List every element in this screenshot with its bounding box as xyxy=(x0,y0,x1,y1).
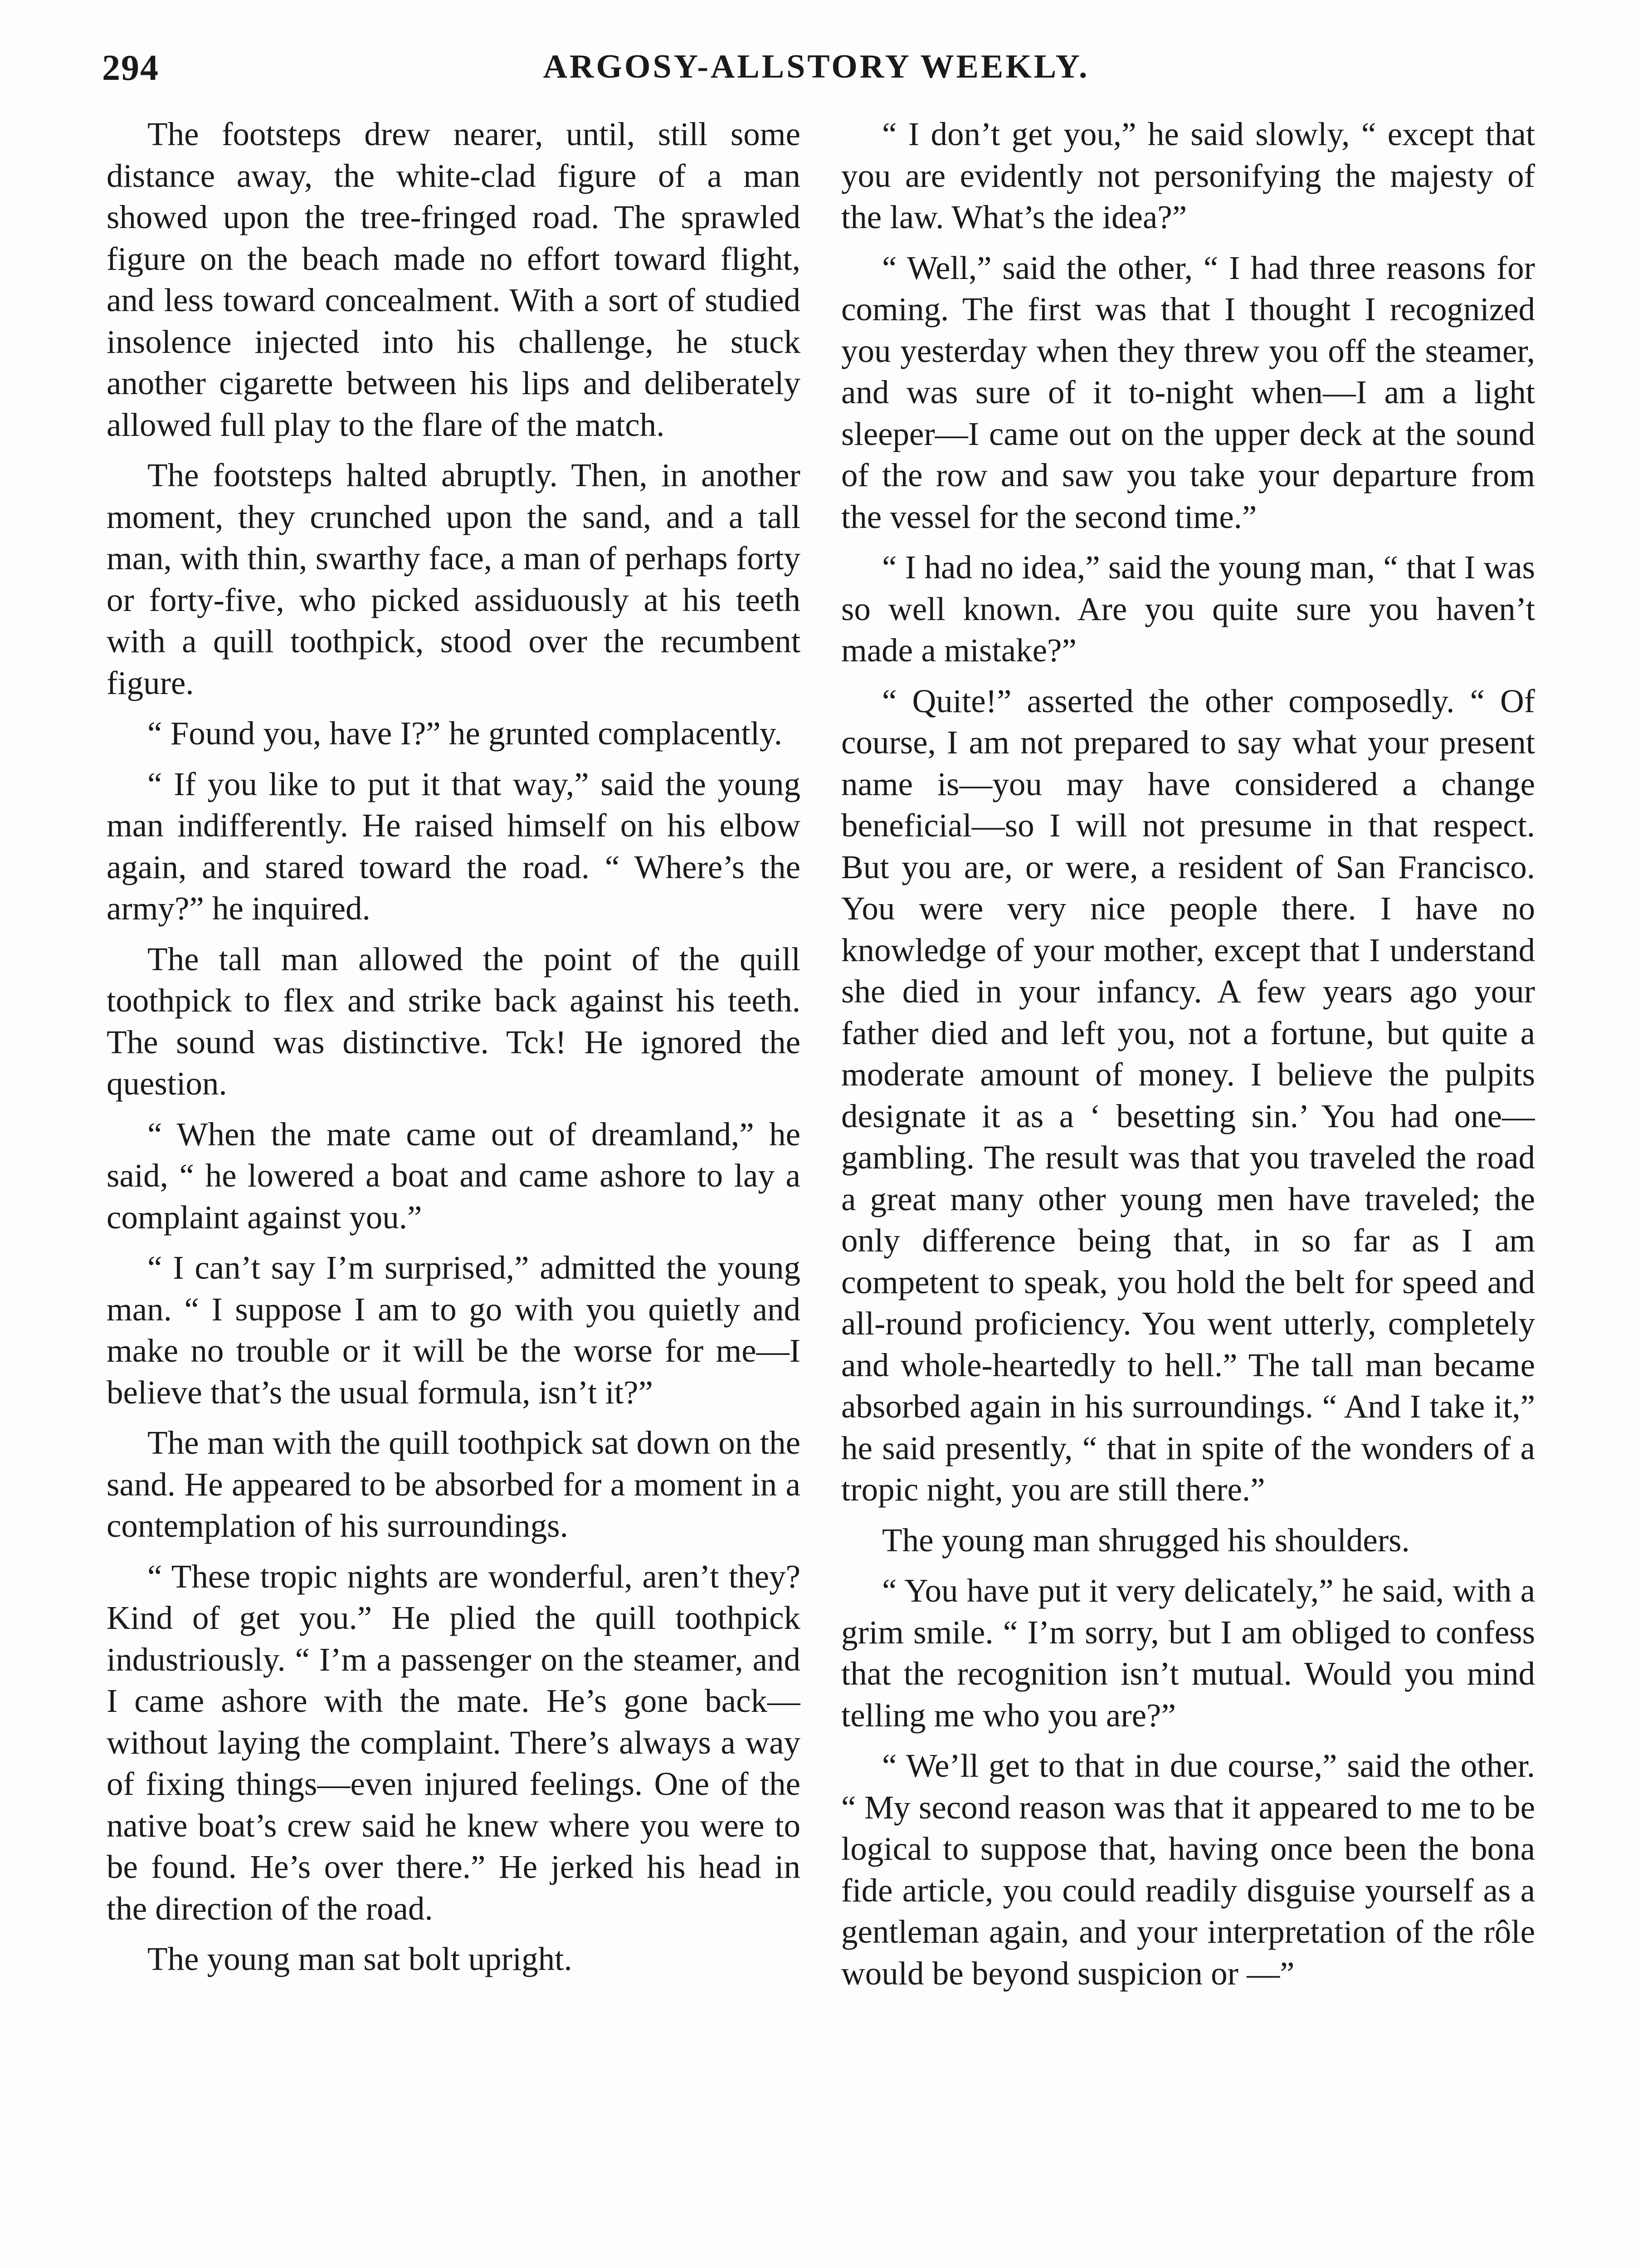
paragraph: “ These tropic nights are wonderful, aren’t they? Kind of get you.” He plied the quill toothpick industriously. “ I’m a passenger on the steamer, and I came ashore with the mate. He’s gone back—without laying the complaint. There’s always a way of fixing things—even injured feelings. One of the native boat’s crew said he knew where you were to be found. He’s over there.” He jerked his head in the direction of the road. xyxy=(107,1558,800,1927)
page-number: 294 xyxy=(102,48,159,88)
paragraph: “ Quite!” asserted the other composedly. “ Of course, I am not prepared to say what your present name is—you may have considered a change beneficial—so I will not presume in that respect. But you are, or were, a resident of San Francisco. You were very nice people there. I have no knowledge of your mother, except that I understand she died in your infancy. A few years ago your father died and left you, not a fortune, but quite a moderate amount of money. I believe the pulpits designate it as a ‘ besetting sin.’ You had one—gambling. The result was that you traveled the road a great many other young men have traveled; the only difference being that, in so far as I am competent to speak, you hold the belt for speed and all-round proficiency. You went utterly, completely and whole-heartedly to hell.” The tall man became absorbed again in his surroundings. “ And I take it,” he said presently, “ that in spite of the wonders of a tropic night, you are still there.” xyxy=(841,682,1535,1508)
paragraph: The footsteps halted abruptly. Then, in another moment, they crunched upon the sand, and a tall man, with thin, swarthy face, a man of perhaps forty or forty-five, who picked assiduously at his teeth with a quill toothpick, stood over the recumbent figure. xyxy=(107,457,800,701)
paragraph: “ I had no idea,” said the young man, “ that I was so well known. Are you quite sure you haven’t made a mistake?” xyxy=(841,549,1535,669)
paragraph: “ You have put it very delicately,” he said, with a grim smile. “ I’m sorry, but I am obliged to confess that the recognition isn’t mutual. Would you mind telling me who you are?” xyxy=(841,1572,1535,1734)
paragraph: “ If you like to put it that way,” said the young man indifferently. He raised himself on his elbow again, and stared toward the road. “ Where’s the army?” he inquired. xyxy=(107,765,800,927)
paragraph: “ I don’t get you,” he said slowly, “ except that you are evidently not personifying the majesty of the law. What’s the idea?” xyxy=(841,116,1535,235)
page-header xyxy=(102,48,1531,98)
paragraph: The young man sat bolt upright. xyxy=(147,1941,572,1977)
paragraph: “ I can’t say I’m surprised,” admitted the young man. “ I suppose I am to go with you quietly and make no trouble or it will be the worse for me—I believe that’s the usual formula, isn’t it?” xyxy=(107,1249,800,1411)
magazine-title: ARGOSY-ALLSTORY WEEKLY. xyxy=(543,48,1090,85)
paragraph: “ Found you, have I?” he grunted complacently. xyxy=(147,715,783,752)
paragraph: The footsteps drew nearer, until, still some distance away, the white-clad figure of a man showed upon the tree-fringed road. The sprawled figure on the beach made no effort toward flight, and less toward concealment. With a sort of studied insolence injected into his challenge, he stuck another cigarette between his lips and deliberately allowed full play to the flare of the match. xyxy=(107,116,800,443)
right-column xyxy=(841,113,1535,2268)
text-columns xyxy=(107,113,1535,2268)
paragraph: The tall man allowed the point of the quill toothpick to flex and strike back against his teeth. The sound was distinctive. Tck! He ignored the question. xyxy=(107,940,800,1102)
paragraph: The man with the quill toothpick sat down on the sand. He appeared to be absorbed for a moment in a contemplation of his surroundings. xyxy=(107,1424,800,1544)
paragraph: “ We’ll get to that in due course,” said the other. “ My second reason was that it appeared to me to be logical to suppose that, having once been the bona fide article, you could readily disguise yourself as a gentleman again, and your interpretation of the rôle would be beyond suspicion or —” xyxy=(841,1747,1535,1992)
paragraph: “ When the mate came out of dreamland,” he said, “ he lowered a boat and came ashore to lay a complaint against you.” xyxy=(107,1115,800,1236)
paragraph: The young man shrugged his shoulders. xyxy=(882,1521,1410,1559)
paragraph: “ Well,” said the other, “ I had three reasons for coming. The first was that I thought I recognized you yesterday when they threw you off the steamer, and was sure of it to-night when—I am a light sleeper—I came out on the upper deck at the sound of the row and saw you take your departure from the vessel for the second time.” xyxy=(841,249,1535,535)
left-column xyxy=(107,113,800,2268)
